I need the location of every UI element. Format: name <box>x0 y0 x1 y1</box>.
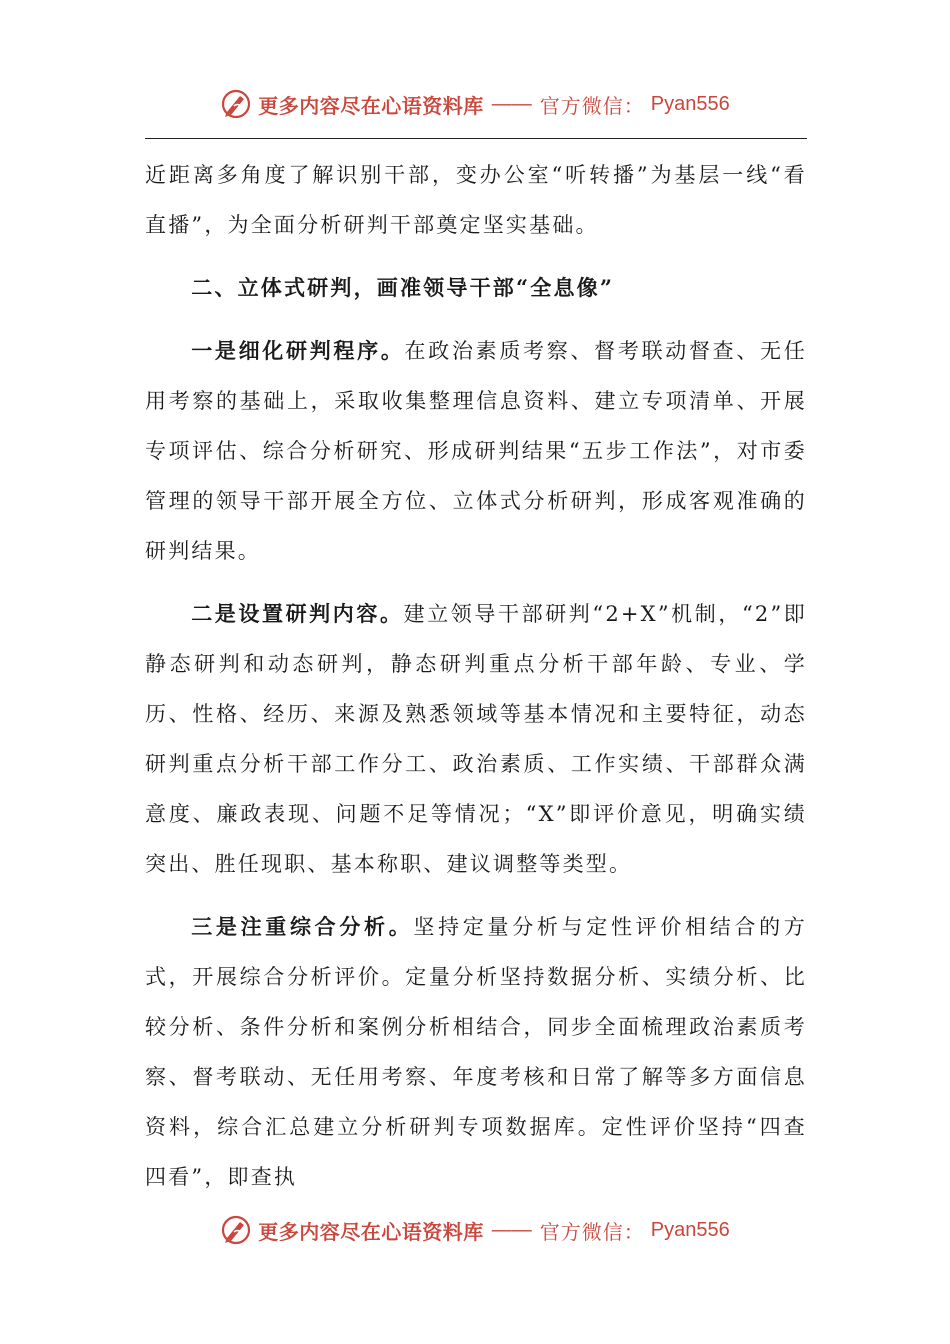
paragraph-body: 建立领导干部研判“2+X”机制，“2”即静态研判和动态研判，静态研判重点分析干部年龄、专业、学历、性格、经历、来源及熟悉领域等基本情况和主要特征，动态研判重点分析干部工作分工、政治素质、工作实绩、干部群众满意度、廉政表现、问题不足等情况；“X”即评价意见，明确实绩突出、胜任现职、基本称职、建议调整等类型。 <box>145 602 807 876</box>
header-divider <box>145 138 807 139</box>
banner-official-label: 官方微信： <box>539 93 645 118</box>
document-body <box>145 150 807 1202</box>
paragraph-body: 在政治素质考察、督考联动督查、无任用考察的基础上，采取收集整理信息资料、建立专项清单、开展专项评估、综合分析研究、形成研判结果“五步工作法”，对市委管理的领导干部开展全方位、立体式分析研判，形成客观准确的研判结果。 <box>145 339 807 563</box>
banner-wechat-id: Pyan556 <box>650 92 730 115</box>
paragraph-content <box>145 589 807 889</box>
banner-brand: 更多内容尽在心语资料库 <box>258 1219 484 1244</box>
banner-dash: —— <box>491 1218 532 1241</box>
pen-logo-icon <box>220 88 252 120</box>
banner-brand: 更多内容尽在心语资料库 <box>258 93 484 118</box>
paragraph-analysis <box>145 902 807 1202</box>
paragraph-lead: 三是注重综合分析。 <box>191 914 414 939</box>
paragraph-body: 坚持定量分析与定性评价相结合的方式，开展综合分析评价。定量分析坚持数据分析、实绩分析、比较分析、条件分析和案例分析相结合，同步全面梳理政治素质考察、督考联动、无任用考察、年度考核和日常了解等多方面信息资料，综合汇总建立分析研判专项数据库。定性评价坚持“四查四看”，即查执 <box>145 915 807 1189</box>
banner-official-label: 官方微信： <box>539 1219 645 1244</box>
paragraph-procedure <box>145 326 807 576</box>
banner-dash: —— <box>491 92 532 115</box>
header-banner <box>0 84 950 124</box>
paragraph-lead: 二是设置研判内容。 <box>191 601 404 626</box>
footer-banner <box>0 1210 950 1250</box>
paragraph-lead: 一是细化研判程序。 <box>191 338 405 363</box>
banner-wechat-id: Pyan556 <box>650 1218 730 1241</box>
section-heading: 二、立体式研判，画准领导干部“全息像” <box>191 275 615 300</box>
pen-logo-icon <box>220 1214 252 1246</box>
continuation-paragraph: 近距离多角度了解识别干部，变办公室“听转播”为基层一线“看直播”，为全面分析研判干部奠定坚实基础。 <box>145 163 807 237</box>
